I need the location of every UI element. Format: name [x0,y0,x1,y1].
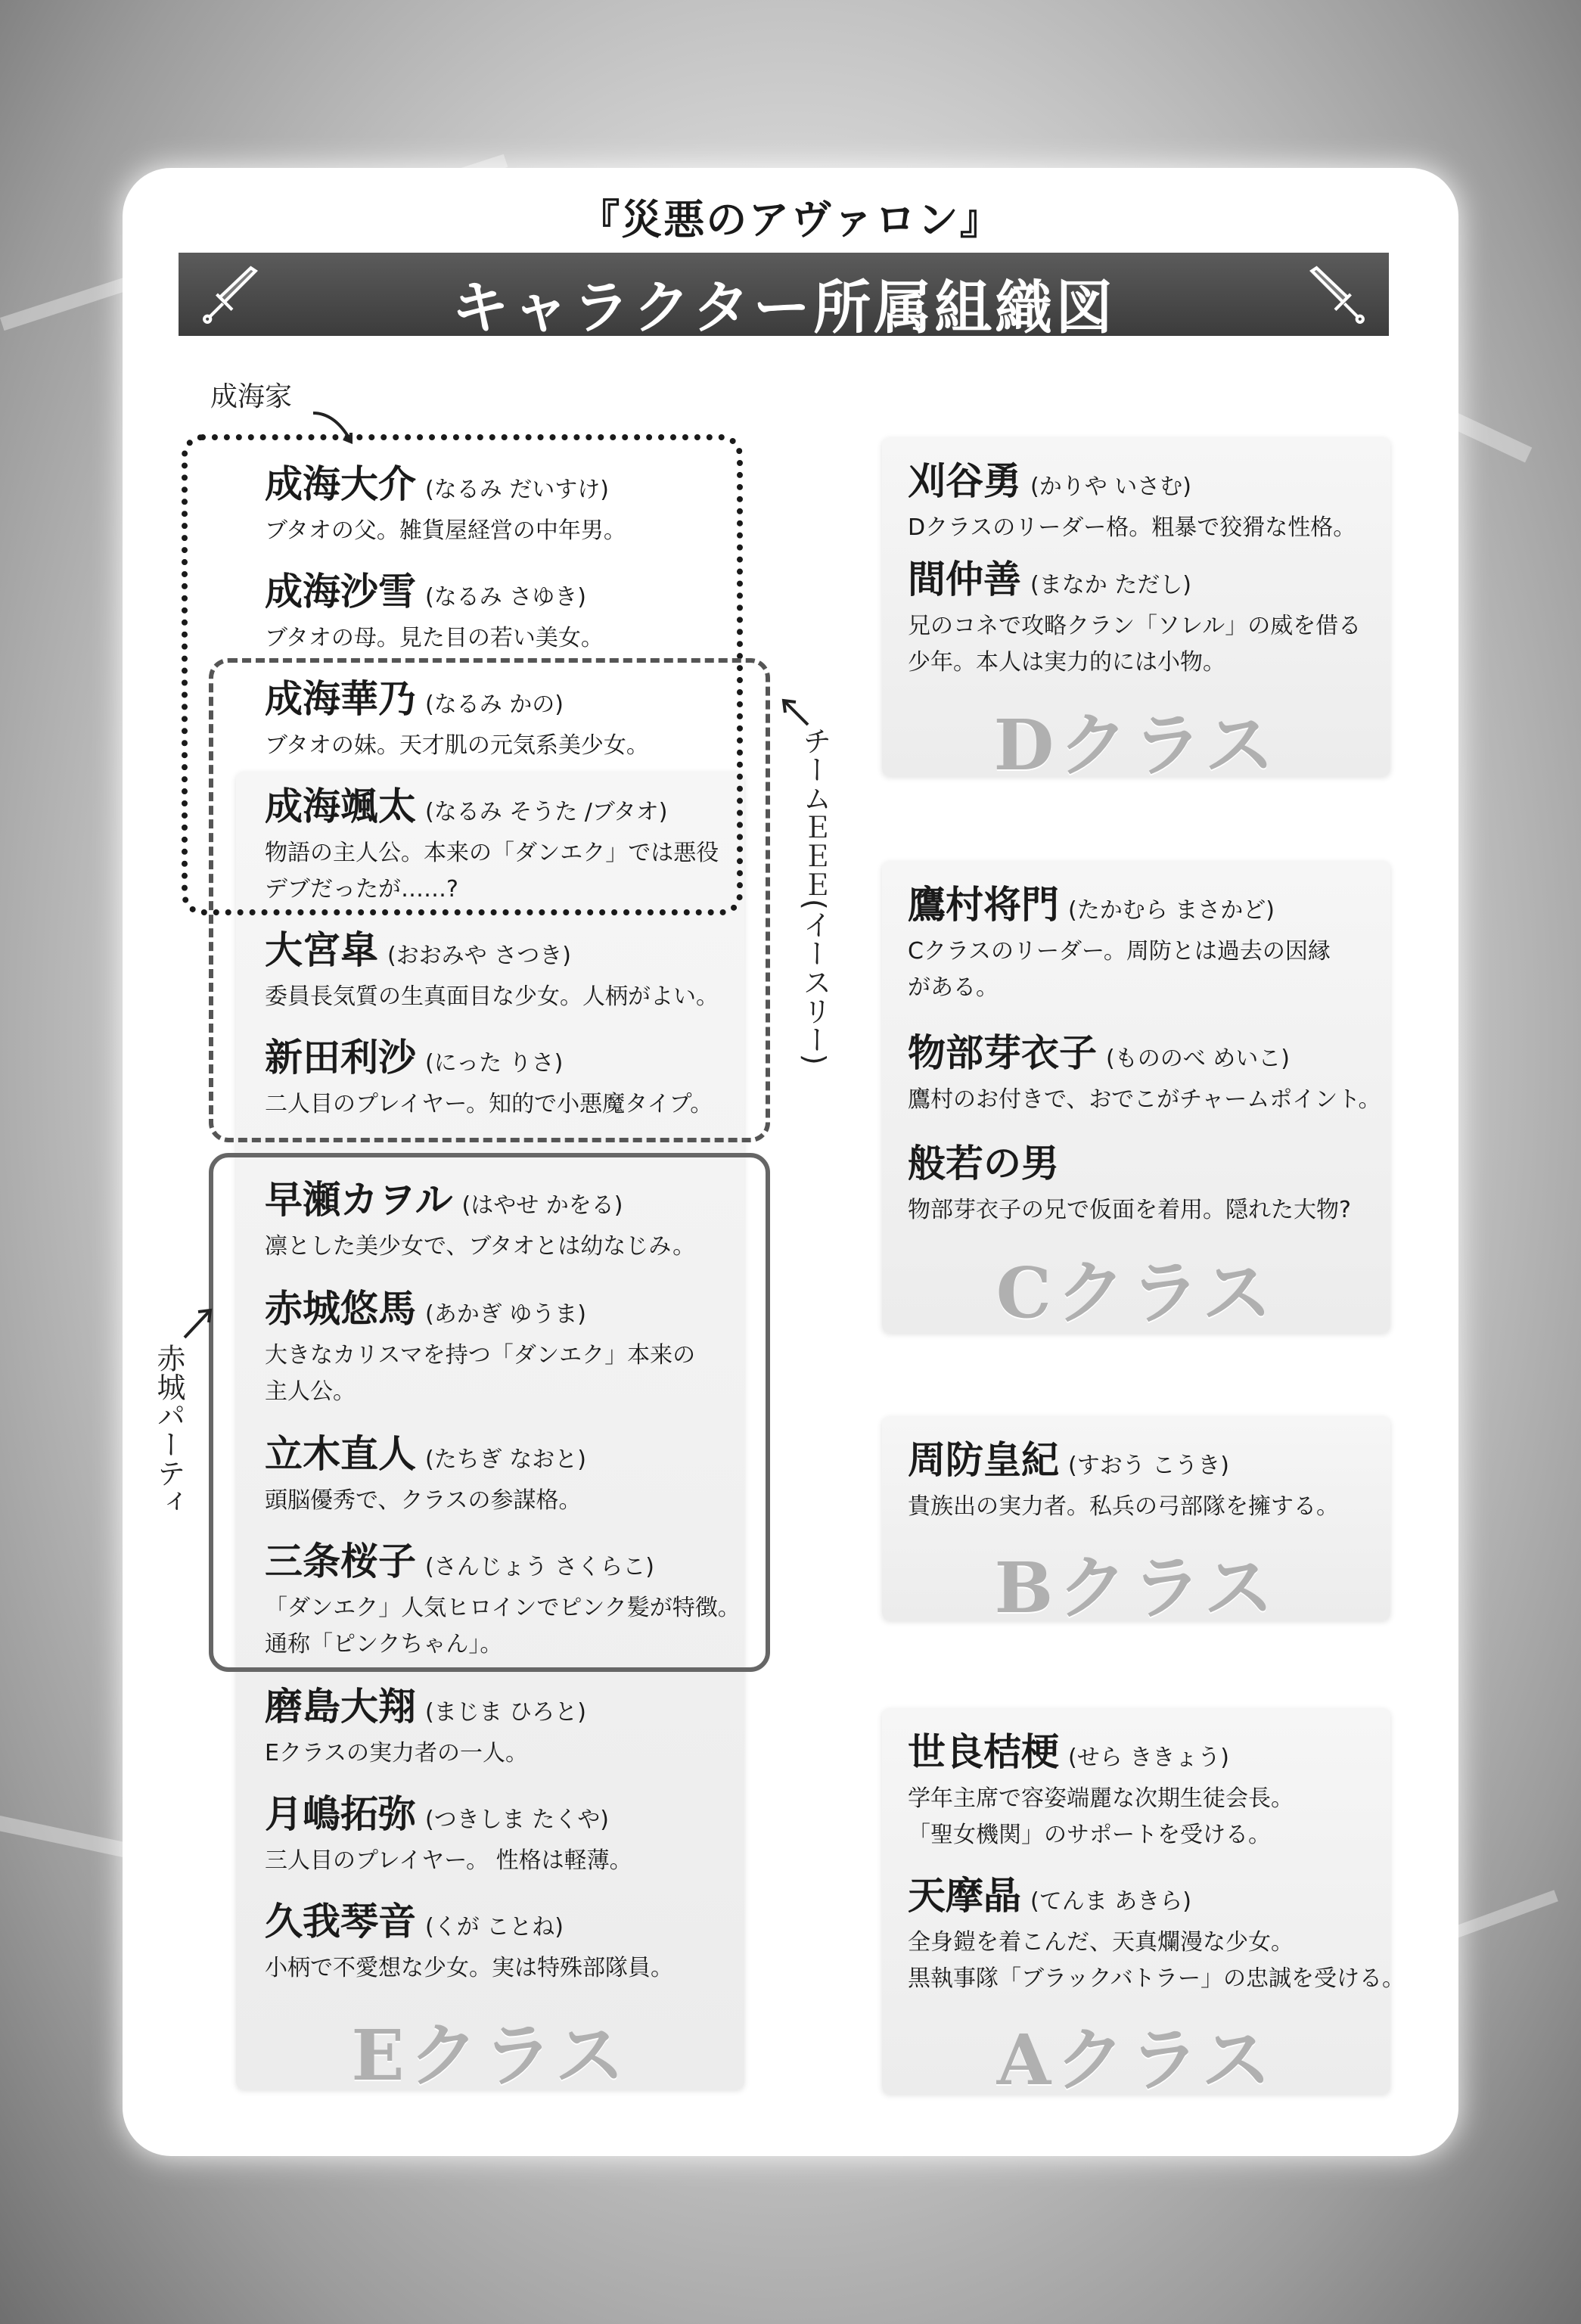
character-reading: (なるみ かの) [425,691,564,718]
title-banner [179,253,1389,341]
character-entry [908,1437,1339,1525]
character-entry [265,1431,586,1519]
narumi-arrow-icon [312,409,357,446]
character-name: 磨島大翔 [265,1685,416,1729]
akagi-party-label: 赤城パーティ [152,1344,185,1516]
character-name: 三条桜子 [265,1539,416,1583]
character-reading: (てんま あきら) [1030,1888,1191,1915]
character-entry [265,1791,632,1879]
character-reading: (まじま ひろと) [425,1699,586,1726]
character-reading: (かりや いさむ) [1030,474,1191,500]
character-entry [265,461,626,549]
character-entry [908,1030,1381,1118]
character-reading: (にった りさ) [425,1050,564,1077]
character-name: 成海沙雪 [265,570,416,614]
character-entry [908,1141,1351,1229]
character-name: 久我琴音 [265,1900,416,1943]
character-desc: Dクラスのリーダー格。粗暴で狡猾な性格。 [908,514,1356,541]
character-reading: (もののべ めいこ) [1106,1045,1290,1072]
character-desc: 物語の主人公。本来の「ダンエク」では悪役 [265,840,719,866]
character-name: 新田利沙 [265,1036,416,1080]
character-name: 刈谷勇 [908,459,1021,503]
character-desc: 凛とした美少女で、ブタオとは幼なじみ。 [265,1233,696,1260]
character-desc: 主人公。 [265,1378,356,1405]
character-name: 成海大介 [265,462,416,506]
a-class-label: Aクラス [996,2019,1276,2101]
character-entry [265,1177,695,1265]
character-name: 周防皇紀 [908,1438,1059,1482]
character-name: 間仲善 [908,558,1021,601]
character-desc: デブだったが……? [265,876,458,903]
team-eee-label: チームＥＥＥ(イースリー) [798,726,831,1065]
character-reading: (なるみ そうた /ブタオ) [425,799,668,825]
team-eee-arrow-icon [778,694,815,732]
c-class-label: Cクラス [996,1252,1277,1334]
character-entry [265,569,604,657]
character-reading: (くが ことね) [425,1914,564,1940]
character-entry [908,1729,1294,1853]
d-class-label: Dクラス [993,704,1279,786]
character-entry [265,1684,586,1772]
character-desc: 「ダンエク」人気ヒロインでピンク髪が特徴。 [265,1595,741,1621]
work-title: 『災悪のアヴァロン』 [579,196,1002,244]
character-desc: Eクラスの実力者の一人。 [265,1740,529,1766]
character-desc: 委員長気質の生真面目な少女。人柄がよい。 [265,983,719,1010]
character-reading: (つきしま たくや) [425,1807,609,1833]
e-class-label: Eクラス [351,2015,629,2096]
character-desc: 小柄で不愛想な少女。実は特殊部隊員。 [265,1955,673,1981]
character-entry [265,927,719,1015]
character-desc: 頭脳優秀で、クラスの参謀格。 [265,1487,582,1514]
character-entry [908,458,1356,546]
character-reading: (なるみ だいすけ) [425,477,609,503]
character-entry [908,1873,1405,1997]
character-reading: (さんじょう さくらこ) [425,1554,654,1580]
character-desc: ブタオの父。雑貨屋経営の中年男。 [265,517,626,544]
character-desc: がある。 [908,974,999,1001]
character-name: 立木直人 [265,1432,416,1476]
character-reading: (おおみや さつき) [387,943,571,969]
character-name: 物部芽衣子 [908,1031,1097,1075]
character-desc: 黒執事隊「ブラックバトラー」の忠誠を受ける。 [908,1965,1405,1992]
character-reading: (あかぎ ゆうま) [425,1301,586,1328]
character-desc: 大きなカリスマを持つ「ダンエク」本来の [265,1342,696,1369]
character-desc: Cクラスのリーダー。周防とは過去の因縁 [908,938,1331,965]
character-name: 成海華乃 [265,677,416,721]
character-desc: 二人目のプレイヤー。知的で小悪魔タイプ。 [265,1091,713,1117]
character-entry [265,1539,741,1663]
character-desc: 貴族出の実力者。私兵の弓部隊を擁する。 [908,1493,1339,1520]
character-name: 月嶋拓弥 [265,1792,416,1836]
character-reading: (たちぎ なおと) [425,1446,586,1473]
akagi-party-arrow-icon [179,1304,216,1342]
character-reading: (まなか ただし) [1030,572,1191,598]
character-name: 天摩晶 [908,1874,1021,1918]
character-desc: 全身鎧を着こんだ、天真爛漫な少女。 [908,1929,1294,1956]
character-name: 赤城悠馬 [265,1287,416,1331]
character-desc: ブタオの妹。天才肌の元気系美少女。 [265,732,649,759]
character-reading: (せら ききょう) [1068,1745,1229,1771]
narumi-family-label: 成海家 [210,381,293,412]
character-name: 世良桔梗 [908,1730,1059,1774]
character-name: 成海颯太 [265,785,416,828]
character-desc: 兄のコネで攻略クラン「ソレル」の威を借る [908,613,1362,639]
character-entry [265,1899,673,1987]
character-entry [265,676,649,764]
character-entry [908,557,1361,681]
character-name: 鷹村将門 [908,883,1059,927]
character-desc: 物部芽衣子の兄で仮面を着用。隠れた大物? [908,1197,1351,1223]
character-desc: ブタオの母。見た目の若い美女。 [265,625,604,651]
character-entry [265,1286,695,1410]
character-desc: 少年。本人は実力的には小物。 [908,649,1225,676]
character-desc: 「聖女機関」のサポートを受ける。 [908,1822,1271,1848]
character-name: 般若の男 [908,1142,1059,1185]
character-entry [265,1035,713,1123]
character-name: 大宮皐 [265,928,378,972]
character-reading: (すおう こうき) [1068,1452,1229,1479]
character-desc: 三人目のプレイヤー。 性格は軽薄。 [265,1847,632,1874]
character-reading: (はやせ かをる) [461,1192,623,1219]
character-entry [908,882,1331,1006]
sword-icon-right [1304,263,1366,325]
character-desc: 学年主席で容姿端麗な次期生徒会長。 [908,1785,1294,1812]
character-desc: 鷹村のお付きで、おでこがチャームポイント。 [908,1086,1381,1113]
b-class-label: Bクラス [994,1547,1278,1629]
character-name: 早瀬カヲル [265,1178,453,1222]
character-reading: (なるみ さゆき) [425,584,586,611]
banner-title: キャラクター所属組織図 [451,274,1117,341]
character-desc: 通称「ピンクちゃん」。 [265,1631,503,1658]
character-reading: (たかむら まさかど) [1068,897,1275,924]
character-entry [265,784,719,908]
